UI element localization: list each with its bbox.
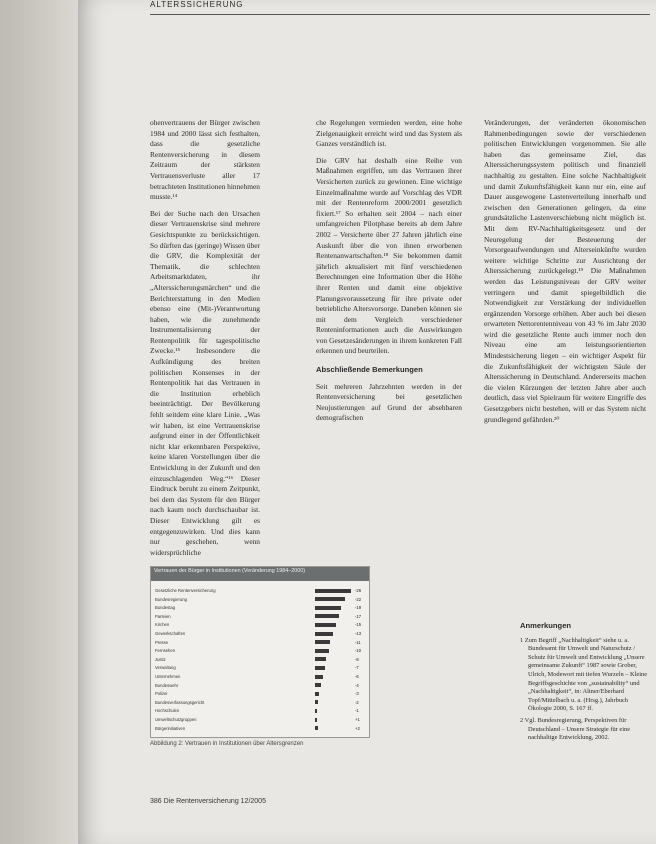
figure-row-value: -26 [355,588,362,593]
figure-row [155,707,365,714]
footnotes [520,622,648,746]
figure-row-label: Kirchen [155,622,170,628]
figure-row-bar [315,718,317,722]
figure-row-value: -6 [355,674,359,679]
header-title: ALTERSSICHERUNG [150,0,244,9]
figure-row [155,630,365,637]
figure-row-label: Bundesverfassungsgericht [155,699,205,705]
figure-row [155,716,365,723]
paragraph: Veränderungen, der veränderten ökonomischen Rahmenbedingungen sowie der verschiedenen politischen Entwicklungen vorgenommen. Sie alle haben das gemeinsame Ziel, das Alterssicherungssystem politisch und finanziell nachhaltig zu gestalten. Eine solche Nachhaltigkeit und damit Zukunftsfähigkeit kann nur ein, eine auf Dauer ausgewogene Lastenverteilung innerhalb und zwischen den Generationen gelingen, da eine grundsätzliche Lastenverschiebung nicht möglich ist. Mit dem RV-Nachhaltigkeitsgesetz und der Neuregelung der Besteuerung der Vorsorgeaufwendungen und Alterseinkünfte wurden weitere wichtige Schritte zur Ausrichtung der Alterssicherung zurückgelegt.¹⁹ Die Maßnahmen werden das Leistungsniveau der GRV weiter verringern und damit spiegelbildlich die Notwendigkeit zur Verstärkung der individuellen ergänzenden Vorsorge erhöhen. Aber auch bei diesen erwarteten Nettorentenniveau von 43 % im Jahr 2030 wird die gesetzliche Rente auch immer noch den Niveau eine am leistungsorientierten Mindestsicherung liegen – ein wichtiger Aspekt für die Zukunftsfähigkeit der wichtigsten Säule der Alterssicherung in Deutschland. Andererseits machen die vielen Kürzungen der letzten Jahre aber auch deutlich, dass viel Spielraum für weitere Eingriffe des Gesetzgebers nicht bestehen, will er das System nicht grundlegend gefährden.²⁰ [484,118,646,424]
figure-row-value: -15 [355,622,362,628]
paragraph: Bei der Suche nach den Ursachen dieser Vertrauenskrise sind mehrere Gesichtspunkte zu berücksichtigen. So dürften das (geringe) Wissen über die GRV, die Komplexität der Thematik, die schlechten Arbeitsmarktdaten, ihr „Alterssicherungsmärchen“ und die Berichterstattung in den Medien ebenso eine (Mit-)Verantwortung haben, wie die zunehmende Instrumentalisierung der Rentenpolitik für tagespolitische Zwecke.¹⁵ Insbesondere die Aufkündigung des breiten politischen Konsenses in der Rentenpolitik hat das Vertrauen in die Institution erheblich beeinträchtigt. Der Bevölkerung fehlt seitdem eine klare Linie. „Was wir haben, ist eine Vertrauenskrise aufgrund einer in der Öffentlichkeit nicht klar erkennbaren Perspektive, keine klaren Vorstellungen über die Entwicklung in der Zukunft und den einzuschlagenden Weg.“¹⁶ Dieser Eindruck beruht zu einem Zeitpunkt, bei dem das System für den Bürger nach kaum noch durchschaubar ist. Dieser Entwicklung gilt es entgegenzuwirken. Und dies kann nur geschehen, wenn widersprüchliche [150,208,260,557]
figure-row [155,682,365,689]
figure-row-label: Gesetzliche Rentenversicherung [155,588,216,593]
text-column-2 [316,118,462,430]
text-column-1 [150,118,260,564]
figure-row-label: Bundeswehr [155,682,179,688]
figure-row [155,604,365,611]
figure-row [155,673,365,680]
figure-row-value: +2 [355,725,360,731]
figure-row [155,613,365,620]
figure-row [155,647,365,654]
figure-row-value: +1 [355,717,360,722]
figure-row-bar [315,623,336,627]
figure-row-value: -11 [355,639,361,645]
figure-row-label: Bürgerinitiativen [155,725,186,731]
figure-row-label: Hochschulen [155,708,180,714]
figure-row [155,699,365,706]
running-header [150,0,650,15]
figure-row-value: -22 [355,596,362,602]
figure-caption: Abbildung 2: Vertrauen in Institutionen über Altersgrenzen [150,741,304,747]
figure-row [155,690,365,697]
page-footer: 386 Die Rentenversicherung 12/2005 [150,798,266,805]
figure-row-label: Presse [155,639,169,645]
figure-row-label: Bundesregierung [155,596,187,602]
figure-row [155,639,365,646]
figure-row-bar [315,589,351,593]
figure-row-bar [315,657,326,661]
figure-row-label: Parteien [155,613,171,619]
section-heading: Abschließende Bemerkungen [316,365,423,375]
figure-row [155,725,365,732]
notes-heading: Anmerkungen [520,621,572,630]
figure-row-bar [315,632,333,636]
figure-row-bar [315,692,319,696]
figure-row-bar [315,640,330,644]
figure-title: Vertrauen der Bürger in Institutionen (Veränderung 1984–2000) [151,567,369,581]
figure-row-label: Polizei [155,691,168,697]
figure-row-bar [315,683,321,687]
figure-chart [150,566,370,738]
figure-row-value: -4 [355,682,359,688]
figure-row-value: -10 [355,648,362,654]
figure-row-bar [315,597,345,601]
text-column-3 [484,118,646,431]
figure-row [155,596,365,603]
figure-row-label: Unternehmen [155,674,181,679]
figure-row-value: -7 [355,665,359,671]
figure-row-label: Umweltschutzgruppen [155,717,197,722]
paragraph: che Regelungen vermieden werden, eine hohe Zielgenauigkeit erreicht wird und das System als Ganzes verständlich ist. [316,118,462,149]
figure-row-value: -13 [355,631,362,636]
footnote: 2 Vgl. Bundesregierung, Perspektiven für Deutschland – Unsere Strategie für eine nachhaltige Entwicklung, 2002. [520,716,631,742]
figure-row-bar [315,666,325,670]
figure-row-bar [315,614,339,618]
figure-row-label: Justiz [155,656,166,662]
figure-row-value: -17 [355,613,362,619]
paragraph: Die GRV hat deshalb eine Reihe von Maßnahmen ergriffen, um das Vertrauen ihrer Versicherten zurück zu gewinnen. Eine wichtige Einzelmaßnahme wurde auf Vorschlag des VDR mit der Rentenreform 2000/2001 gesetzlich fixiert.¹⁷ So erhalten seit 2004 – nach einer umfangreichen Pilotphase bereits ab dem Jahre 2002 – Versicherte über 27 Jahren jährlich eine Auskunft über die von ihnen erworbenen Rentenanwartschaften.¹⁸ Sie bekommen damit jährlich aktualisiert mit fünf verschiedenen Berechnungen eine Information über die Höhe ihrer Renten und damit eine objektive Planungsvoraussetzung für ihre private oder betriebliche Altersvorsorge. Daneben können sie mit dem Vergleich verschiedener Renteninformationen auch die Auswirkungen von Gesetzesänderungen in ihrem konkreten Fall erkennen und beurteilen. [316,155,462,356]
footnote: 1 Zum Begriff „Nachhaltigkeit“ siehe u. a. Bundesamt für Umwelt und Naturschutz / Schutz für Umwelt und Entwicklung „Unsere gemeinsame Zukunft“ 1987 sowie Grober, Ulrich, Modewort mit tiefen Wurzeln – Kleine Begriffsgeschichte von „sustainability“ und „Nachhaltigkeit“, in: Altner/Eberhard Topf/Mittelbach u. a. (Hrsg.), Jahrbuch Ökologie 2000, S. 167 ff. [520,636,648,713]
figure-row-value: -19 [355,605,362,611]
figure-row-bar [315,700,318,704]
figure-row-bar [315,726,318,730]
figure-row-label: Gewerkschaften [155,631,186,636]
figure-row-label: Fernsehen [155,648,176,654]
figure-row [155,621,365,628]
figure-row-bar [315,709,317,713]
figure-row-bar [315,675,323,679]
figure-row-label: Bundestag [155,605,176,611]
paragraph: Seit mehreren Jahrzehnten werden in der Rentenversicherung bei gesetzlichen Neujustierungen auf Grund der absehbaren demografischen [316,381,462,423]
figure-row-bar [315,649,329,653]
page-gutter [0,0,78,844]
figure-row [155,664,365,671]
paragraph: ohenvertrauens der Bürger zwischen 1984 und 2000 lässt sich festhalten, dass die gesetzliche Rentenversicherung in diesem Zeitraum der stärksten Vertrauensverluste aller 17 betrachteten Institutionen hinnehmen musste.¹⁴ [150,118,261,202]
figure-row-label: Verwaltung [155,665,176,671]
figure-row-value: -1 [355,708,359,714]
figure-row [155,587,365,594]
figure-row-value: -3 [355,691,359,697]
figure-row-value: -2 [355,699,359,705]
figure-row [155,656,365,663]
figure-row-value: -8 [355,656,359,662]
figure-row-bar [315,606,341,610]
